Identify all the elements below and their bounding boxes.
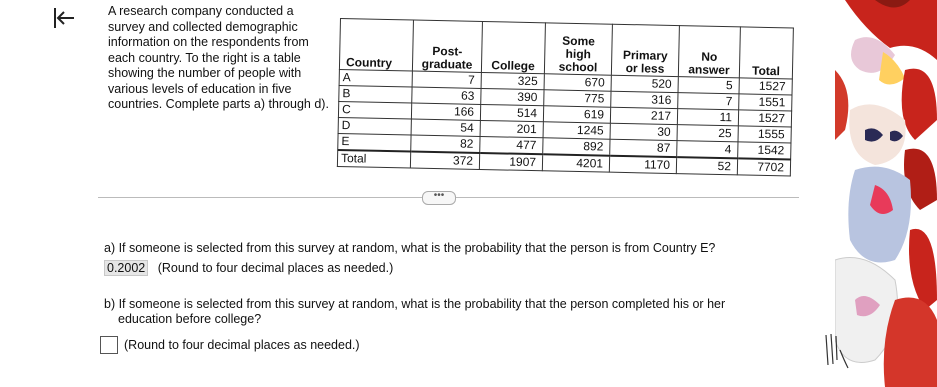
part-b-question (104, 297, 764, 327)
table-cell: 775 (544, 90, 611, 107)
table-cell: 5 (678, 77, 739, 94)
expand-more-button[interactable]: ••• (422, 191, 456, 205)
part-b-answer-input[interactable] (100, 336, 118, 354)
table-cell: 514 (480, 104, 543, 121)
table-cell: 372 (410, 152, 479, 170)
header-country: Country (339, 19, 413, 72)
header-some-high-school: Some high school (544, 23, 612, 75)
table-cell: 217 (610, 107, 677, 124)
part-a-question: a) If someone is selected from this survey at random, what is the probability that the person is from Country E? (104, 241, 716, 255)
table-cell: A (339, 69, 412, 87)
table-cell: 7 (678, 93, 739, 110)
table-cell: 63 (412, 87, 481, 104)
table-cell: 52 (676, 157, 737, 175)
table-cell: 87 (610, 139, 677, 157)
table-cell: D (338, 117, 411, 135)
table-cell: 4 (677, 141, 738, 159)
table-cell: 7 (412, 71, 481, 88)
table-cell: 82 (411, 135, 480, 153)
education-table (337, 18, 794, 176)
table-cell: 1527 (738, 110, 791, 127)
part-a-answer-field[interactable]: 0.2002 (104, 260, 148, 276)
education-table-container (337, 18, 794, 176)
table-cell: 390 (481, 88, 544, 105)
table-cell: 1170 (609, 156, 676, 174)
table-cell: 1555 (738, 126, 791, 143)
table-cell: 1907 (479, 153, 542, 171)
part-b-question-line1: b) If someone is selected from this survey at random, what is the probability that the person completed his or her (104, 297, 726, 311)
table-cell: 619 (543, 106, 610, 123)
sketch-marks-image (820, 330, 850, 370)
part-b-question-line2: education before college? (118, 312, 262, 326)
table-cell: 1551 (739, 94, 792, 111)
table-cell: 25 (677, 125, 738, 142)
table-cell: 30 (610, 123, 677, 140)
table-cell: 11 (677, 109, 738, 126)
table-cell: Total (337, 150, 410, 168)
table-cell: 1245 (543, 122, 610, 139)
table-cell: 892 (543, 138, 610, 156)
table-cell: 670 (544, 74, 611, 91)
header-post-graduate: Post-graduate (412, 20, 482, 72)
table-cell: 316 (611, 91, 678, 108)
table-header-row (339, 19, 793, 79)
back-arrow-icon[interactable] (52, 6, 76, 30)
table-cell: 166 (411, 103, 480, 120)
part-b-hint: (Round to four decimal places as needed.) (124, 338, 360, 352)
table-cell: 54 (411, 119, 480, 136)
anime-artwork-image (835, 0, 937, 387)
header-total: Total (739, 27, 793, 79)
table-cell: 1527 (739, 78, 792, 95)
table-cell: 7702 (737, 158, 790, 176)
header-no-answer: No answer (678, 26, 740, 78)
table-cell: C (338, 101, 411, 119)
header-primary-or-less: Primary or less (611, 24, 679, 76)
table-cell: B (339, 85, 412, 103)
part-a-answer-row (104, 260, 393, 276)
part-b-answer-row (100, 336, 360, 354)
part-a-hint: (Round to four decimal places as needed.) (157, 261, 394, 275)
table-cell: 520 (611, 75, 678, 92)
header-college: College (481, 21, 545, 73)
table-cell: E (338, 133, 411, 151)
table-cell: 477 (480, 136, 543, 154)
table-cell: 201 (480, 120, 543, 137)
table-cell: 325 (481, 72, 544, 89)
table-cell: 4201 (542, 154, 609, 172)
intro-text: A research company conducted a survey and collected demographic information on the respondents from each country. To the right is a table showing the number of people with various levels of education in five countries. Complete parts a) through d). (108, 4, 329, 111)
table-cell: 1542 (738, 142, 791, 160)
